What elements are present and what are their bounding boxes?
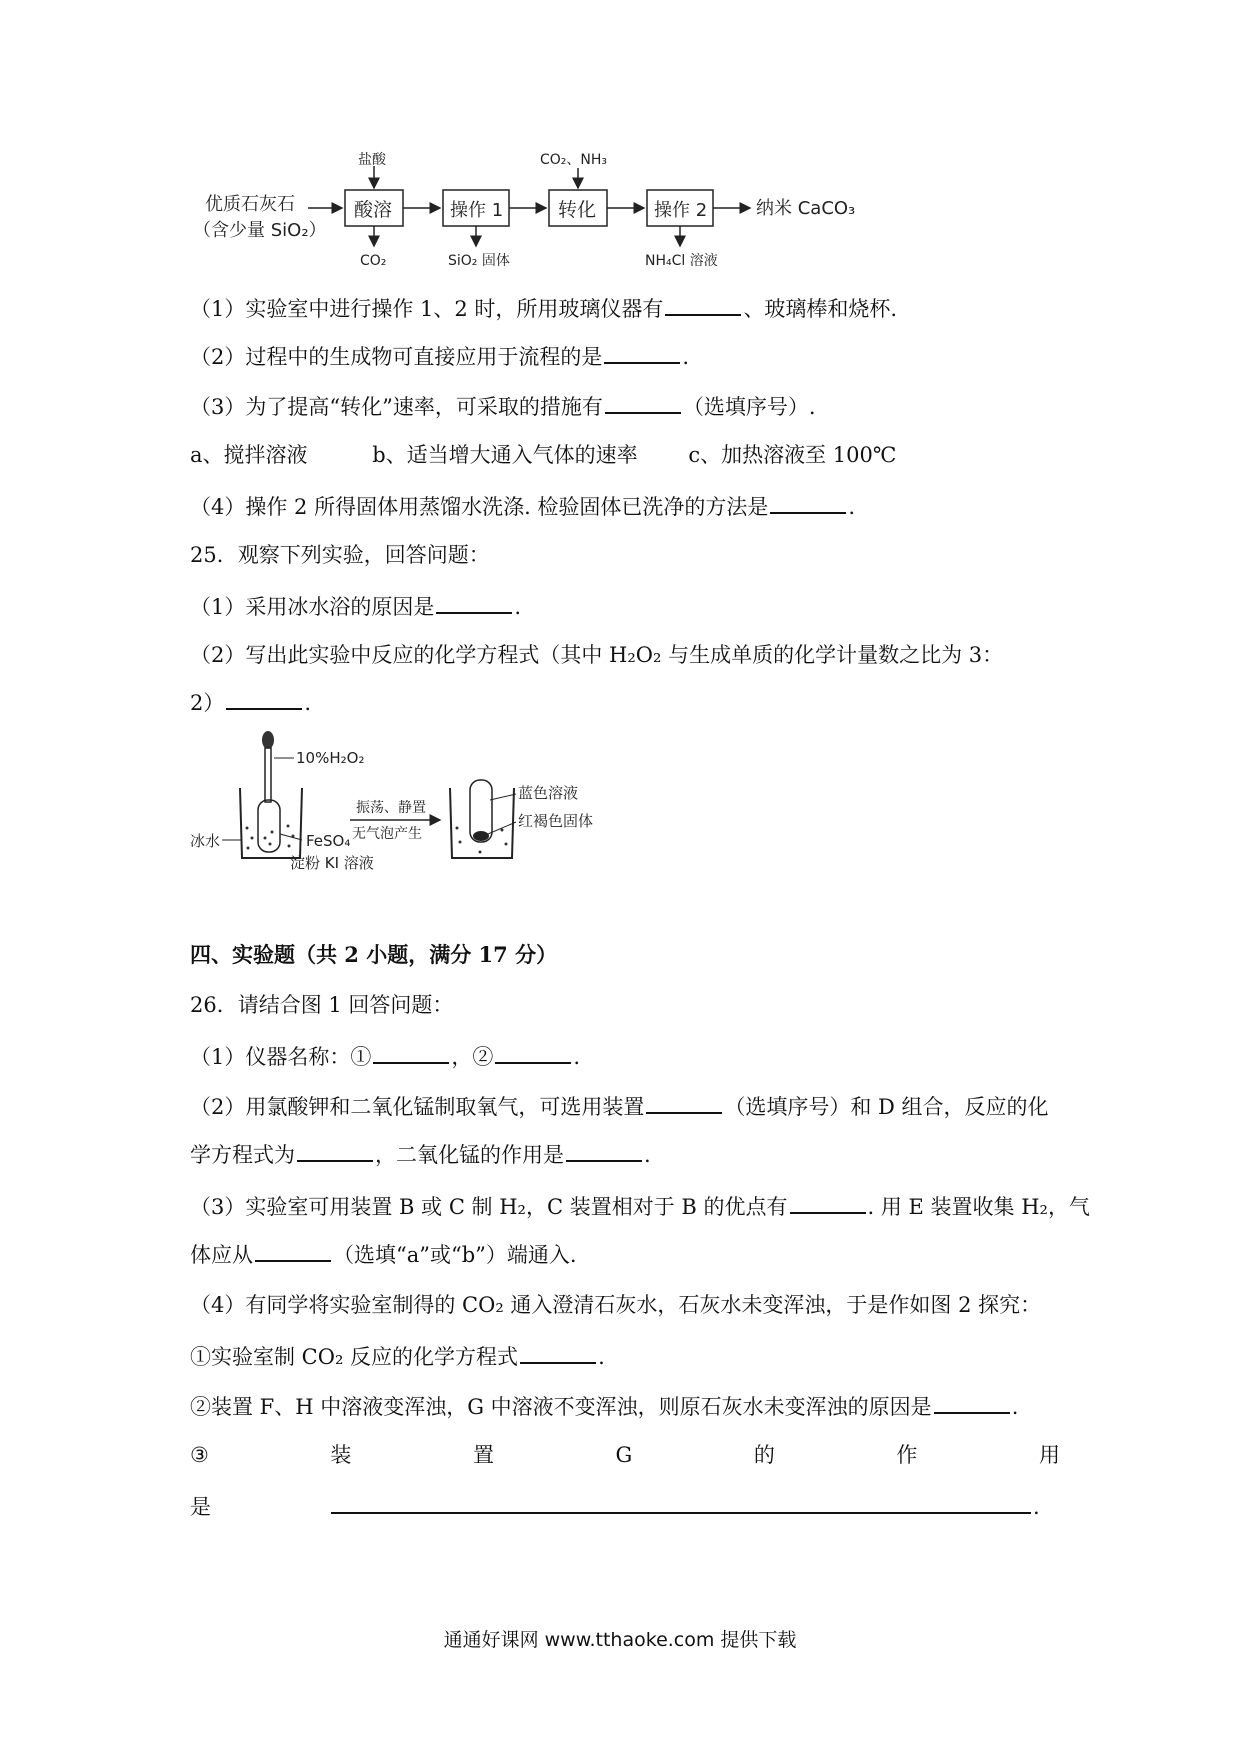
answer-blank[interactable] [226,686,302,710]
label-h2o2: 10%H₂O₂ [296,749,365,767]
result-beaker [450,788,514,858]
flow-box-op2-label: 操作 2 [654,200,708,221]
ice-dots [246,825,295,850]
q25-part2-cont: 2） . [190,686,311,718]
dropper-bulb [262,731,274,749]
q24-part3: （3）为了提高“转化”速率，可采取的措施有 （选填序号）. [190,390,816,422]
process-flow-diagram [190,150,890,270]
answer-blank[interactable] [665,292,741,316]
flow-input-line2: （含少量 SiO₂） [193,220,327,241]
q24-part4: （4）操作 2 所得固体用蒸馏水洗涤. 检验固体已洗净的方法是 . [190,490,855,522]
answer-blank[interactable] [436,590,512,614]
answer-blank[interactable] [297,1138,373,1162]
flow-box-acid-label: 酸溶 [354,199,393,221]
q26-sub1: ①实验室制 CO₂ 反应的化学方程式 . [190,1340,605,1372]
q26-part3-cont: 体应从 （选填“a”或“b”）端通入. [190,1238,577,1270]
section-4-title: 四、实验题（共 2 小题，满分 17 分） [190,942,558,967]
flow-in-hcl: 盐酸 [358,152,386,168]
q24-options [190,440,896,470]
q26-part2-cont: 学方程式为 ，二氧化锰的作用是 . [190,1138,651,1170]
experiment-apparatus-diagram [190,728,650,878]
q26-title: 26．请结合图 1 回答问题： [190,993,454,1017]
label-starch-ki: 淀粉 KI 溶液 [290,854,374,872]
q26-part3: （3）实验室可用装置 B 或 C 制 H₂，C 装置相对于 B 的优点有 . 用 E 装置收集 H₂，气 [190,1190,1090,1222]
label-ice-water: 冰水 [190,832,221,850]
answer-blank[interactable] [520,1340,596,1364]
label-shake: 振荡、静置 [356,800,426,816]
flow-input-line1: 优质石灰石 [205,194,295,215]
q26-sub3: ③ 装 置 G 的 作 用 [190,1443,1060,1467]
q24-part1: （1）实验室中进行操作 1、2 时，所用玻璃仪器有 、玻璃棒和烧杯. [190,292,897,324]
label-no-bubbles: 无气泡产生 [352,826,422,842]
flow-box-op1-label: 操作 1 [450,200,504,221]
q24-part2: （2）过程中的生成物可直接应用于流程的是 . [190,340,689,372]
dropper-tube [265,748,271,802]
q26-part4: （4）有同学将实验室制得的 CO₂ 通入澄清石灰水，石灰水未变浑浊，于是作如图 2 探究： [190,1293,1042,1317]
precipitate [473,831,489,841]
q26-part1: （1）仪器名称：① ，② . [190,1040,580,1072]
answer-blank[interactable] [495,1040,571,1064]
option-b: b、适当增大通入气体的速率 [372,443,638,467]
label-feso4: FeSO₄ [306,832,351,850]
label-red-brown-solid: 红褐色固体 [518,812,594,830]
q25-part2: （2）写出此实验中反应的化学方程式（其中 H₂O₂ 与生成单质的化学计量数之比为 3： [190,643,1004,667]
flow-box-convert-label: 转化 [558,199,597,221]
flow-out-sio2: SiO₂ 固体 [448,253,510,269]
flow-in-co2-nh3: CO₂、NH₃ [540,152,608,168]
q25-title: 25．观察下列实验，回答问题： [190,543,490,567]
answer-blank[interactable] [790,1190,866,1214]
option-c: c、加热溶液至 100℃ [688,443,897,467]
page-footer: 通通好课网 www.tthaoke.com 提供下载 [443,1629,797,1651]
answer-blank[interactable] [605,390,681,414]
q26-sub3-cont: 是 . [190,1490,1040,1522]
answer-blank[interactable] [934,1390,1010,1414]
q25-part1: （1）采用冰水浴的原因是 . [190,590,521,622]
answer-blank[interactable] [373,1040,449,1064]
answer-blank[interactable] [604,340,680,364]
answer-blank[interactable] [566,1138,642,1162]
q26-part2: （2）用氯酸钾和二氧化锰制取氧气，可选用装置 （选填序号）和 D 组合，反应的化 [190,1090,1049,1122]
answer-blank[interactable] [255,1238,331,1262]
flow-out-nh4cl: NH₄Cl 溶液 [645,253,718,269]
label-blue-solution: 蓝色溶液 [518,784,579,802]
answer-blank[interactable] [646,1090,722,1114]
answer-blank-long[interactable] [331,1490,1031,1514]
option-a: a、搅拌溶液 [190,443,308,467]
q26-sub2: ②装置 F、H 中溶液变浑浊，G 中溶液不变浑浊，则原石灰水未变浑浊的原因是 . [190,1390,1018,1422]
answer-blank[interactable] [770,490,846,514]
flow-output: 纳米 CaCO₃ [756,198,856,219]
flow-out-co2: CO₂ [360,253,387,269]
